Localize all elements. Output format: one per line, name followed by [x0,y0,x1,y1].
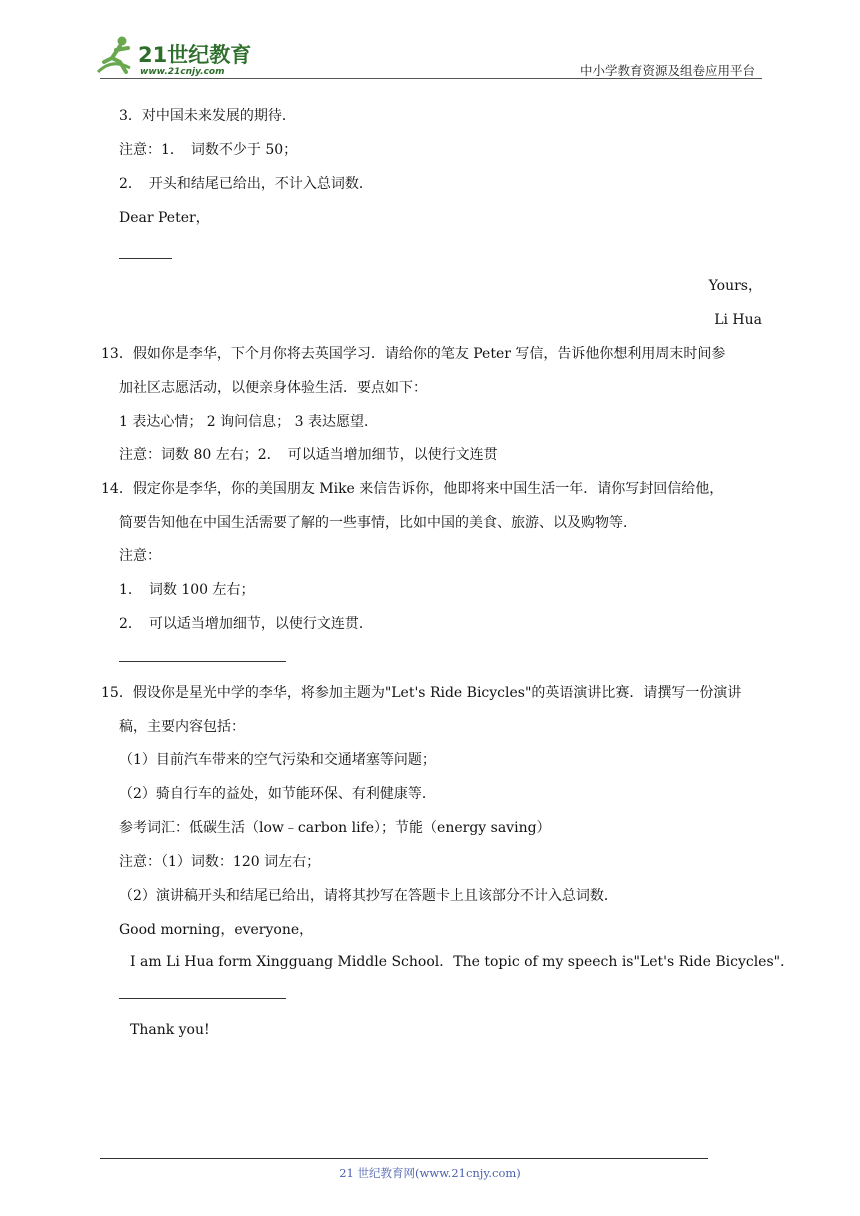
text-line: 简要告知他在中国生活需要了解的一些事情，比如中国的美食、旅游、以及购物等． [119,515,637,531]
text-line: 加社区志愿活动，以便亲身体验生活．要点如下： [119,380,427,396]
logo-21cnjy [92,32,262,80]
logo-url: www.21cnjy.com [140,67,225,77]
footer-divider [100,1158,708,1159]
text-line: （2）骑自行车的益处，如节能环保、有利健康等． [119,786,436,802]
text-line: 1 表达心情； 2 询问信息； 3 表达愿望． [119,414,378,430]
text-line: 注意：1． 词数不少于 50； [119,142,298,158]
letter-signature: Li Hua [714,312,762,328]
logo-text: 21世纪教育 [138,43,252,67]
text-line: 注意：词数 80 左右；2． 可以适当增加细节，以使行文连贯 [119,447,498,463]
speech-intro: I am Li Hua form Xingguang Middle School．The topic of my speech is"Let's Ride Bicycles"． [130,954,795,970]
text-line: 注意：（1）词数：120 词左右； [119,854,321,870]
question-13: 13．假如你是李华，下个月你将去英国学习．请给你的笔友 Peter 写信，告诉他你想利用周末时间参 [101,346,726,362]
speech-opening: Good morning，everyone， [119,922,314,938]
text-line: 3．对中国未来发展的期待． [119,108,296,124]
text-line: （2）演讲稿开头和结尾已给出，请将其抄写在答题卡上且该部分不计入总词数． [119,888,618,904]
text-line: 2． 可以适当增加细节，以使行文连贯． [119,616,373,632]
text-line: 1． 词数 100 左右； [119,582,255,598]
answer-blank [119,661,286,662]
answer-blank [119,258,172,259]
footer-text: 21 世纪教育网(www.21cnjy.com) [339,1166,521,1180]
question-14: 14．假定你是李华，你的美国朋友 Mike 来信告诉你，他即将来中国生活一年．请你写封回信给他， [101,481,724,497]
answer-blank [119,998,286,999]
letter-closing: Yours， [708,278,762,294]
text-line: 参考词汇：低碳生活（low﹣carbon life）；节能（energy saving） [119,820,551,836]
text-line: 2． 开头和结尾已给出，不计入总词数． [119,176,373,192]
letter-salutation: Dear Peter， [119,210,210,226]
text-line: 注意： [119,548,161,564]
header-divider [100,78,762,79]
text-line: 稿，主要内容包括： [119,719,245,735]
platform-name: 中小学教育资源及组卷应用平台 [579,63,755,78]
runner-icon [98,37,130,73]
text-line: （1）目前汽车带来的空气污染和交通堵塞等问题； [119,752,436,768]
page-header [0,0,860,80]
question-15: 15．假设你是星光中学的李华，将参加主题为"Let's Ride Bicycles"的英语演讲比赛．请撰写一份演讲 [101,685,742,701]
speech-closing: Thank you! [130,1022,210,1038]
